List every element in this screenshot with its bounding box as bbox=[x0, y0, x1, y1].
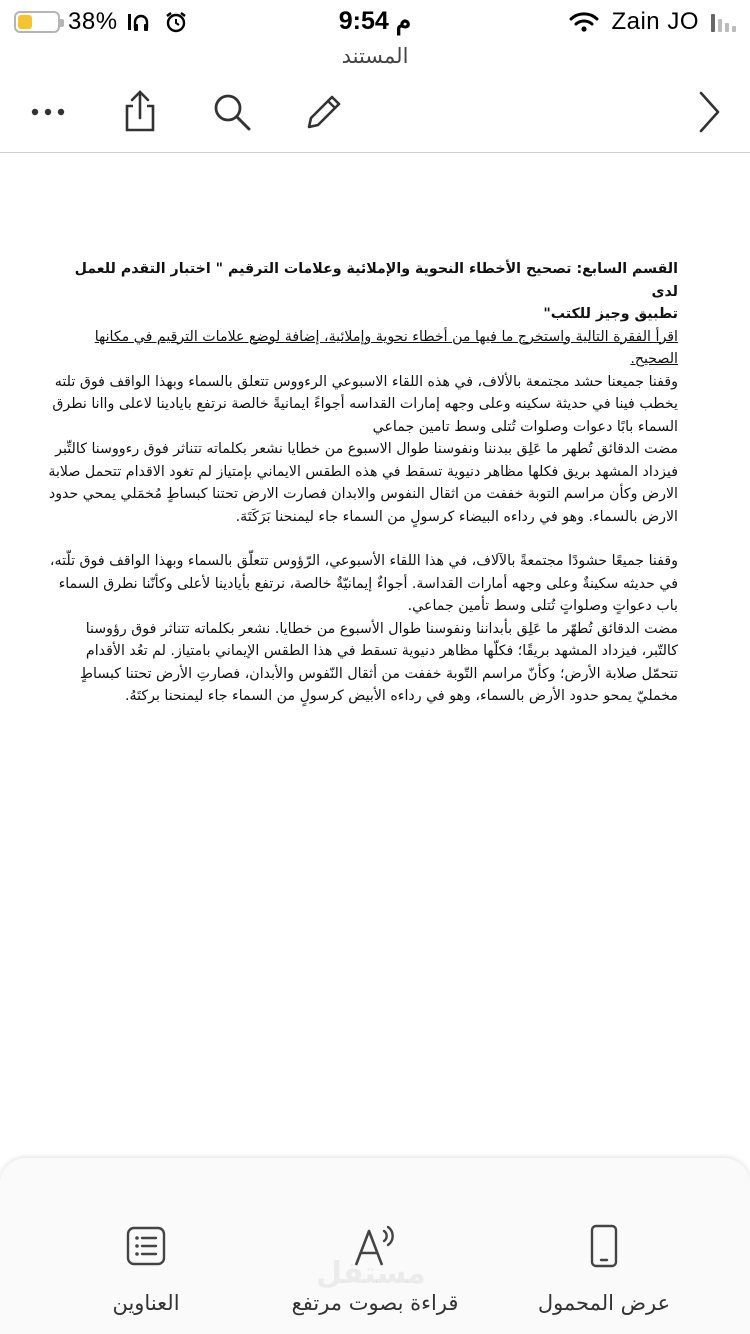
status-time: 9:54 م bbox=[338, 7, 412, 35]
original-paragraph-2: مضت الدقائق تُطهر ما عَلِق ببدننا ونفوسنا طوال الاسبوع من خطايا نشعر بكلماته تتناثر فوق رءووسنا كالتِّبر فيزداد المشهد بريق فكلها مظاهر دنيوية تسقط في هذه الطقس الايماني بإمتياز لم تغود الاقدام تتحمل صلابة الارض وكأن مراسم التوبة خففت من اثقال النفوس والابدان فصارت الارض تحتنا كبساطٍ مُخمَلي يمحي حدود الارض بالسماء. وهو في رداءه البيضاء كرسولٍ من السماء جاء ليمنحنا بَرَكَتَهَ. bbox=[48, 441, 678, 525]
bottom-sheet bbox=[0, 1158, 750, 1334]
headings-label: العناوين bbox=[112, 1291, 180, 1315]
header-divider bbox=[0, 152, 750, 153]
battery-percent: 38% bbox=[68, 8, 118, 35]
read-aloud-label: قراءة بصوت مرتفع bbox=[291, 1291, 459, 1315]
headings-button[interactable] bbox=[36, 1222, 256, 1318]
watermark: مستقل bbox=[316, 1256, 426, 1291]
read-aloud-icon bbox=[352, 1222, 398, 1270]
carrier-name: Zain JO bbox=[611, 8, 699, 35]
list-icon bbox=[126, 1222, 166, 1270]
status-bar bbox=[0, 0, 750, 44]
pencil-icon[interactable] bbox=[300, 88, 348, 136]
original-paragraph-1: وقفنا جميعنا حشد مجتمعة بالألاف، في هذه اللقاء الاسبوعي الرءووس تتعلق بالسماء وبهذا الواقف فوق تلته يخطب فينا في حديثة سكينه وعلى وجهه إمارات القداسه أجواءً ايمانيةً خالصة نرتفع بايادينا لاعلى واانا نطرق السماء بابًا دعوات وصلوات تُتلى وسط تامين جماعي bbox=[52, 373, 678, 435]
document-heading bbox=[46, 258, 678, 326]
chevron-right-icon[interactable] bbox=[686, 88, 734, 136]
status-right bbox=[569, 8, 736, 36]
toolbar bbox=[0, 80, 750, 144]
wifi-icon bbox=[569, 11, 599, 33]
heading-line-2: تطبيق وجيز للكتب" bbox=[543, 306, 678, 322]
more-icon[interactable] bbox=[24, 88, 72, 136]
read-aloud-button[interactable] bbox=[265, 1222, 485, 1318]
heading-line-1: القسم السابع: تصحيح الأخطاء النحوية والإملائية وعلامات الترقيم " اختبار التقدم للعمل لدى bbox=[74, 261, 678, 300]
corrected-paragraph-2: مضت الدقائق تُطهّر ما عَلِق بأبداننا ونفوسنا طوال الأسبوع من خطايا. نشعر بكلماته تتناثر فوق رؤوسنا كالتّبر، فيزداد المشهد بريقًا؛ فكلّها مظاهر دنيوية تسقط في هذا الطقس الإيماني بامتياز. لم تعُد الأقدام تتحمّل صلابة الأرض؛ وكأنّ مراسم التّوبة خففت من أثقال النّفوس والأبدان، فصارتِ الأرض تحتنا كبساطٍ مخمليّ يمحو حدود الأرض بالسماء، وهو في رداءه الأبيض كرسولٍ من السماء جاء ليمنحنا بركتَهُ. bbox=[79, 620, 678, 704]
document-title: المستند bbox=[341, 44, 409, 68]
phone-icon bbox=[590, 1222, 618, 1270]
signal-icon bbox=[711, 12, 736, 32]
share-icon[interactable] bbox=[116, 88, 164, 136]
document-page bbox=[46, 258, 678, 708]
instruction-text: اقرأ الفقرة التالية واستخرج ما فيها من أخطاء نحوية وإملائية، إضافة لوضع علامات الترقيم في مكانها الصحيح. bbox=[94, 328, 678, 367]
mobile-view-button[interactable] bbox=[494, 1222, 714, 1318]
corrected-paragraph-1: وقفنا جميعًا حشودًا مجتمعةً بالآلاف، في هذا اللقاء الأسبوعي، الرّؤوس تتعلّق بالسماء وبهذا الواقف فوق تلّته، في حديثه سكينةٌ وعلى وجهه أمارات القداسة. أجواءٌ إيمانيّةٌ خالصة، نرتفع بأيادينا لأعلى وكأنّنا نطرق السماء باب دعواتٍ وصلواتٍ تُتلى وسط تأمين جماعي. bbox=[49, 553, 678, 614]
mobile-view-label: عرض المحمول bbox=[537, 1291, 671, 1315]
search-icon[interactable] bbox=[208, 88, 256, 136]
